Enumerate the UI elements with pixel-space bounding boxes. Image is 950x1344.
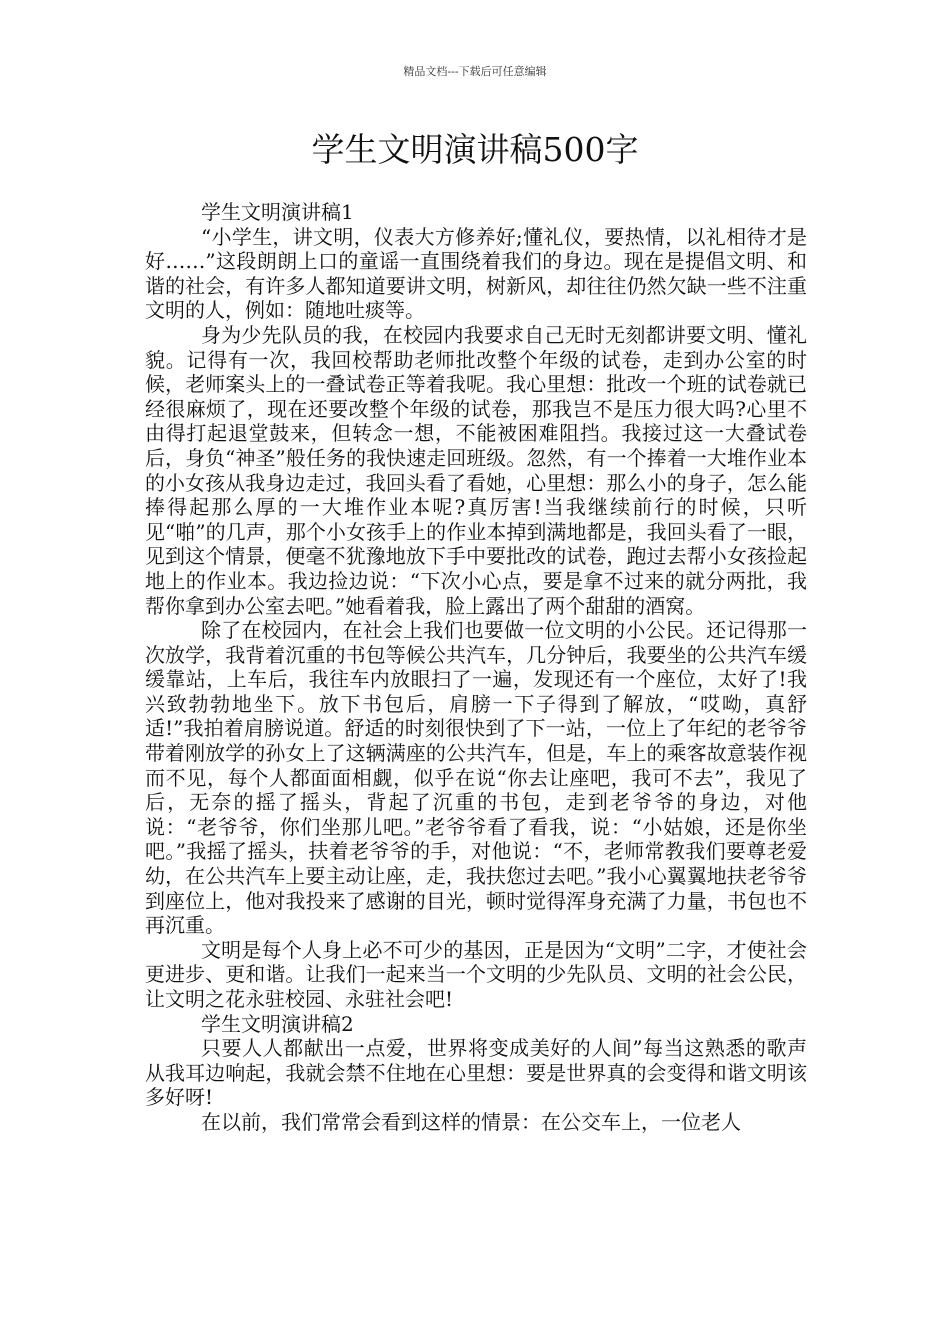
section-heading: 学生文明演讲稿2 bbox=[201, 1011, 354, 1036]
document-title: 学生文明演讲稿500字 bbox=[311, 130, 639, 169]
paragraph: 只要人人都献出一点爱，世界将变成美好的人间”每当这熟悉的歌声从我耳边响起，我就会禁不住地在心里想：要是世界真的会变得和谐文明该多好呀! bbox=[145, 1036, 807, 1110]
paragraph: “小学生，讲文明，仪表大方修养好;懂礼仪，要热情，以礼相待才是好……”这段朗朗上口的童谣一直围绕着我们的身边。现在是提倡文明、和谐的社会，有许多人都知道要讲文明，树新风，却往往仍然欠缺一些不注重文明的人，例如：随地吐痰等。 bbox=[145, 224, 807, 323]
paragraph: 文明是每个人身上必不可少的基因，正是因为“文明”二字，才使社会更进步、更和谐。让我们一起来当一个文明的少先队员、文明的社会公民，让文明之花永驻校园、永驻社会吧! bbox=[145, 937, 807, 1011]
paragraph: 身为少先队员的我，在校园内我要求自己无时无刻都讲要文明、懂礼貌。记得有一次，我回校帮助老师批改整个年级的试卷，走到办公室的时候，老师案头上的一叠试卷正等着我呢。我心里想：批改一个班的试卷就已经很麻烦了，现在还要改整个年级的试卷，那我岂不是压力很大吗?心里不由得打起退堂鼓来，但转念一想，不能被困难阻挡。我接过这一大叠试卷后，身负“神圣”般任务的我快速走回班级。忽然，有一个捧着一大堆作业本的小女孩从我身边走过，我回头看了看她，心里想：那么小的身子，怎么能捧得起那么厚的一大堆作业本呢?真厉害!当我继续前行的时候，只听见“啪”的几声，那个小女孩手上的作业本掉到满地都是，我回头看了一眼，见到这个情景，便毫不犹豫地放下手中要批改的试卷，跑过去帮小女孩捡起地上的作业本。我边捡边说：“下次小心点，要是拿不过来的就分两批，我帮你拿到办公室去吧。”她看着我，脸上露出了两个甜甜的酒窝。 bbox=[145, 322, 807, 618]
page-header: 精品文档---下载后可任意编辑 bbox=[403, 65, 547, 78]
paragraph: 除了在校园内，在社会上我们也要做一位文明的小公民。还记得那一次放学，我背着沉重的书包等候公共汽车，几分钟后，我要坐的公共汽车缓缓靠站，上车后，我往车内放眼扫了一遍，发现还有一个座位，太好了!我兴致勃勃地坐下。放下书包后，肩膀一下子得到了解放，“哎呦，真舒适!”我拍着肩膀说道。舒适的时刻很快到了下一站，一位上了年纪的老爷爷带着刚放学的孙女上了这辆满座的公共汽车，但是，车上的乘客故意装作视而不见，每个人都面面相觑，似乎在说“你去让座吧，我可不去”，我见了后，无奈的摇了摇头，背起了沉重的书包，走到老爷爷的身边，对他说：“老爷爷，你们坐那儿吧。”老爷爷看了看我，说：“小姑娘，还是你坐吧。”我摇了摇头，扶着老爷爷的手，对他说：“不，老师常教我们要尊老爱幼，在公共汽车上要主动让座，走，我扶您过去吧。”我小心翼翼地扶老爷爷到座位上，他对我投来了感谢的目光，顿时觉得浑身充满了力量，书包也不再沉重。 bbox=[145, 618, 807, 938]
document-body bbox=[145, 200, 807, 1135]
paragraph: 在以前，我们常常会看到这样的情景：在公交车上，一位老人 bbox=[201, 1109, 741, 1134]
section-heading: 学生文明演讲稿1 bbox=[201, 200, 354, 224]
